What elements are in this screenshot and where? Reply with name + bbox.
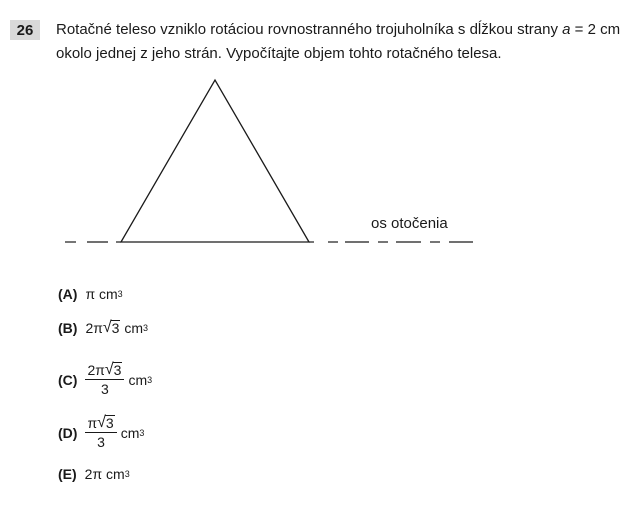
- equilateral-triangle: [121, 80, 309, 242]
- option-label: (A): [58, 286, 78, 302]
- option-e[interactable]: (E) 2π cm 3: [58, 466, 130, 482]
- fraction: π √ 3 3: [85, 415, 116, 450]
- option-label: (E): [58, 466, 77, 482]
- axis-label: os otočenia: [371, 215, 448, 232]
- option-a[interactable]: (A) π cm 3: [58, 286, 123, 302]
- question-number: 26: [10, 20, 40, 40]
- square-root: √ 3: [97, 414, 114, 432]
- variable-a: a: [562, 21, 571, 38]
- question-text-line2: okolo jednej z jeho strán. Vypočítajte objem tohto rotačného telesa.: [56, 45, 502, 62]
- option-c[interactable]: (C) 2π √ 3 3 cm 3: [58, 361, 153, 398]
- square-root: √ 3: [104, 361, 122, 379]
- question-text-line1-end: = 2 cm: [570, 21, 621, 38]
- option-label: (B): [58, 320, 78, 337]
- question-text-line1-start: Rotačné teleso vzniklo rotáciou rovnostranného trojuholníka s dĺžkou strany: [56, 21, 563, 38]
- square-root: √ 3: [102, 319, 120, 337]
- fraction: 2π √ 3 3: [85, 362, 124, 397]
- option-label: (D): [58, 424, 78, 441]
- option-d[interactable]: (D) π √ 3 3 cm 3: [58, 414, 145, 451]
- option-b[interactable]: (B) 2π √ 3 cm 3: [58, 319, 149, 337]
- option-label: (C): [58, 371, 78, 388]
